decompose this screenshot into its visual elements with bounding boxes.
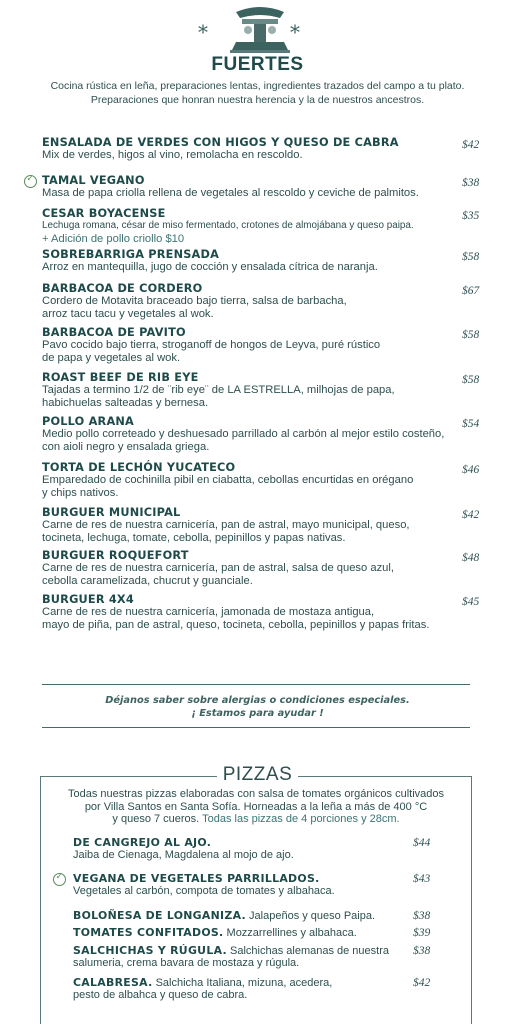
section-title-pizzas: PIZZAS <box>217 764 299 786</box>
pizza-item-price: $43 <box>413 873 431 885</box>
pizza-item-inline-description: Mozzarrellines y albahaca. <box>223 927 357 939</box>
pizza-item-name <box>73 836 413 849</box>
menu-item-description: con aioli negro y ensalada griega. <box>42 440 210 453</box>
pizza-item-title: DE CANGREJO AL AJO. <box>73 836 212 849</box>
menu-item-price: $54 <box>462 418 480 430</box>
vegan-leaf-icon <box>53 873 66 886</box>
menu-item-description: Carne de res de nuestra carnicería, pan de astral, salsa de queso azul, <box>42 562 394 574</box>
menu-item-price: $35 <box>462 210 480 222</box>
menu-item-description: Medio pollo correteado y deshuesado parrillado al carbón al mejor estilo costeño, <box>42 428 445 440</box>
menu-item-price: $42 <box>462 139 480 151</box>
section-title-fuertes: FUERTES <box>211 54 304 75</box>
menu-item-name: BURGUER ROQUEFORT <box>42 549 189 562</box>
pizza-item-price: $39 <box>413 927 431 939</box>
menu-item-price: $38 <box>462 177 480 189</box>
menu-item <box>42 326 492 364</box>
menu-item-price: $58 <box>462 251 480 263</box>
menu-item-name: ENSALADA DE VERDES CON HIGOS Y QUESO DE CABRA <box>42 136 399 149</box>
menu-item-description: Masa de papa criolla rellena de vegetales al rescoldo y ceviche de palmitos. <box>42 187 419 199</box>
divider-line <box>42 684 470 685</box>
menu-item <box>42 136 492 162</box>
menu-item-price: $46 <box>462 464 480 476</box>
pizza-intro <box>40 788 472 826</box>
asterisk-ornament-right: * <box>290 20 300 44</box>
menu-item-name: SOBREBARRIGA PRENSADA <box>42 248 220 261</box>
menu-item-price: $42 <box>462 509 480 521</box>
pizza-item-inline-description: Jalapeños y queso Paipa. <box>245 910 376 922</box>
menu-item-name: ROAST BEEF DE RIB EYE <box>42 371 199 384</box>
menu-item-name: TAMAL VEGANO <box>42 174 145 187</box>
pizza-item-inline-description: Salchichas alemanas de nuestra <box>226 945 389 957</box>
pizza-item-description: pesto de albahca y queso de cabra. <box>73 989 248 1001</box>
menu-item-description: Pavo cocido bajo tierra, stroganoff de hongos de Leyva, puré rústico <box>42 339 381 351</box>
menu-item-description: Carne de res de nuestra carnicería, jamonada de mostaza antigua, <box>42 606 375 618</box>
menu-item-price: $58 <box>462 329 480 341</box>
menu-item-price: $45 <box>462 596 480 608</box>
menu-header <box>0 0 515 105</box>
pizza-item <box>73 872 413 898</box>
intro-line: Cocina rústica en leña, preparaciones lentas, ingredientes trazados del campo a tu plato. <box>50 80 465 92</box>
intro-line: Preparaciones que honran nuestra herencia y la de nuestros ancestros. <box>90 94 425 106</box>
menu-item <box>42 207 492 245</box>
menu-item <box>42 371 492 409</box>
menu-item-description: habichuelas salteadas y bernesa. <box>42 396 209 409</box>
notice-line: ¡ Estamos para ayudar ! <box>191 708 324 719</box>
menu-item <box>42 506 492 544</box>
menu-item-description: Arroz en mantequilla, jugo de cocción y ensalada cítrica de naranja. <box>42 261 378 273</box>
menu-item-price: $58 <box>462 374 480 386</box>
menu-item <box>42 593 492 631</box>
menu-item-name: BURGUER MUNICIPAL <box>42 506 181 519</box>
section-intro <box>0 79 515 107</box>
menu-item-description: arroz tacu tacu y vegetales al wok. <box>42 307 214 320</box>
menu-item <box>42 415 492 453</box>
menu-item <box>42 248 492 274</box>
divider-line <box>42 727 470 728</box>
pizza-item-description: Jaiba de Cienaga, Magdalena al mojo de ajo. <box>73 849 294 861</box>
pizza-item-name <box>73 909 413 922</box>
pizza-item-name <box>73 926 413 939</box>
pizza-title-wrap <box>0 764 515 786</box>
menu-item-name: BURGUER 4X4 <box>42 593 134 606</box>
menu-item <box>42 549 492 587</box>
mortar-scale-logo-icon <box>222 4 298 56</box>
pizza-size-note: Todas las pizzas de 4 porciones y 28cm. <box>202 813 400 825</box>
menu-item-name: POLLO ARANA <box>42 415 134 428</box>
pizza-item-title: BOLOÑESA DE LONGANIZA. <box>73 909 246 922</box>
pizza-intro-line: por Villa Santos en Santa Sofía. Horneadas a la leña a más de 400 °C <box>84 800 428 813</box>
pizza-item-name <box>73 872 413 885</box>
pizza-item-description: Vegetales al carbón, compota de tomates y albahaca. <box>73 885 335 897</box>
menu-item-name: BARBACOA DE CORDERO <box>42 282 203 295</box>
menu-item-description: y chips nativos. <box>42 486 119 499</box>
menu-item-description: Lechuga romana, césar de miso fermentado, crotones de almojábana y queso paipa. <box>42 220 414 231</box>
asterisk-ornament-left: * <box>198 20 208 44</box>
menu-item-description: mayo de piña, pan de astral, queso, tocineta, cebolla, pepinillos y papas fritas. <box>42 618 430 631</box>
menu-item <box>42 174 492 200</box>
menu-item-description: Carne de res de nuestra carnicería, pan de astral, mayo municipal, queso, <box>42 519 410 531</box>
pizza-item-title: VEGANA DE VEGETALES PARRILLADOS. <box>73 872 320 885</box>
pizza-item <box>73 926 413 939</box>
menu-item-description: tocineta, lechuga, tomate, cebolla, pepinillos y papas nativas. <box>42 531 346 544</box>
pizza-item <box>73 944 413 970</box>
pizza-item-name <box>73 976 413 989</box>
pizza-item-description: salumeria, crema bavara de mostaza y rúgula. <box>73 957 300 969</box>
menu-item <box>42 461 492 499</box>
menu-item-price: $48 <box>462 552 480 564</box>
menu-item-addon: + Adición de pollo criollo $10 <box>42 232 185 245</box>
menu-item-description: Tajadas a termino 1/2 de ¨rib eye¨ de LA ESTRELLA, milhojas de papa, <box>42 384 395 396</box>
menu-item-description: cebolla caramelizada, chucrut y guanciale. <box>42 574 253 587</box>
pizza-item-price: $42 <box>413 977 431 989</box>
pizza-intro-line <box>40 813 472 826</box>
pizza-item-title: CALABRESA. <box>73 976 153 989</box>
menu-item-price: $67 <box>462 285 480 297</box>
menu-item-description: Emparedado de cochinilla pibil en ciabatta, cebollas encurtidas en orégano <box>42 474 414 486</box>
menu-item-name: TORTA DE LECHÓN YUCATECO <box>42 461 236 474</box>
pizza-intro-text: y queso 7 cueros. <box>112 813 203 825</box>
menu-item <box>42 282 492 320</box>
pizza-item-price: $38 <box>413 945 431 957</box>
pizza-item-title: TOMATES CONFITADOS. <box>73 926 224 939</box>
menu-item-name: BARBACOA DE PAVITO <box>42 326 186 339</box>
pizza-item <box>73 976 413 1002</box>
pizza-item-price: $38 <box>413 910 431 922</box>
menu-item-description: Mix de verdes, higos al vino, remolacha en rescoldo. <box>42 149 303 161</box>
pizza-item-name <box>73 944 413 957</box>
allergy-notice <box>0 694 515 720</box>
pizza-item-inline-description: Salchicha Italiana, mizuna, acedera, <box>152 977 333 989</box>
menu-item-description: de papa y vegetales al wok. <box>42 351 181 364</box>
pizza-intro-line: Todas nuestras pizzas elaboradas con salsa de tomates orgánicos cultivados <box>67 788 445 800</box>
pizza-item <box>73 836 413 862</box>
pizza-item-title: SALCHICHAS Y RÚGULA. <box>73 944 227 957</box>
vegan-leaf-icon <box>24 175 37 188</box>
pizza-item <box>73 909 413 922</box>
notice-line: Déjanos saber sobre alergias o condiciones especiales. <box>105 695 410 706</box>
pizza-item-price: $44 <box>413 837 431 849</box>
menu-item-description: Cordero de Motavita braceado bajo tierra, salsa de barbacha, <box>42 295 347 307</box>
menu-item-name: CESAR BOYACENSE <box>42 207 166 220</box>
